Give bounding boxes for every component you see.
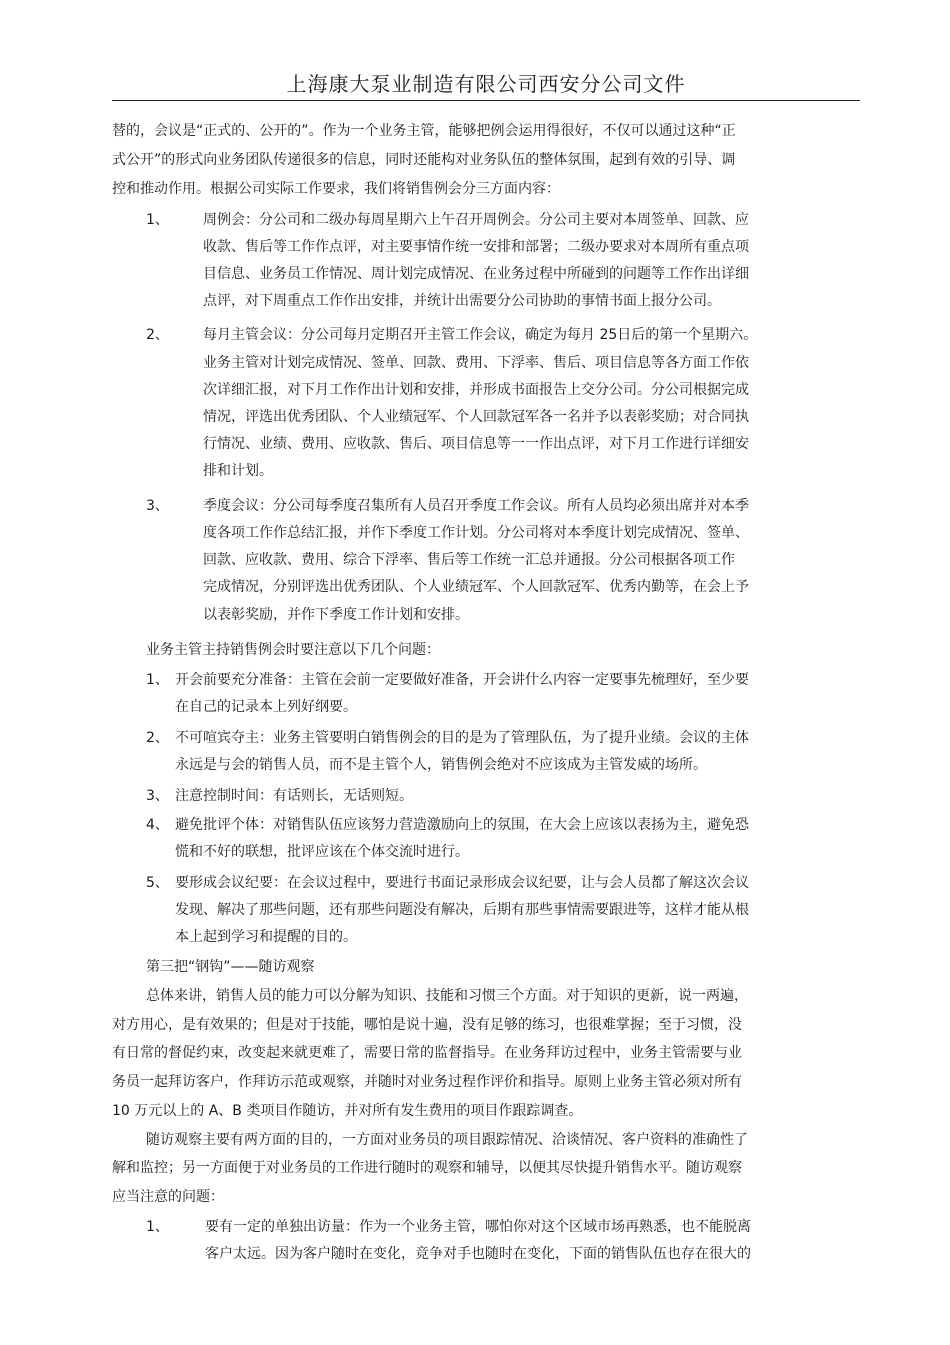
meeting-item-line: 以表彰奖励，并作下季度工作计划和安排。 [203, 607, 469, 623]
meeting-item-line: 季度会议：分公司每季度召集所有人员召开季度工作会议。所有人员均必须出席并对本季 [203, 498, 749, 514]
header-divider [112, 100, 860, 101]
section-title: 第三把“钢钩”——随访观察 [146, 959, 315, 975]
note-item-line: 发现、解决了那些问题，还有那些问题没有解决，后期有那些事情需要跟进等，这样才能从根 [175, 902, 749, 918]
intro-line: 替的，会议是“正式的、公开的”。作为一个业务主管，能够把例会运用得很好，不仅可以通过这种“正 [112, 123, 736, 139]
meeting-item-line: 度各项工作作总结汇报，并作下季度工作计划。分公司将对本季度计划完成情况、签单、 [203, 525, 749, 541]
note-item-line: 永远是与会的销售人员，而不是主管个人，销售例会绝对不应该成为主管发威的场所。 [175, 757, 707, 773]
note-item-line: 不可喧宾夺主：业务主管要明白销售例会的目的是为了管理队伍，为了提升业绩。会议的主体 [175, 730, 749, 746]
meeting-item-line: 完成情况，分别评选出优秀团队、个人业绩冠军、个人回款冠军、优秀内勤等，在会上予 [203, 579, 749, 595]
meeting-item-number: 1、 [146, 212, 169, 228]
note-item-number: 4、 [146, 817, 169, 833]
meeting-item-line: 排和计划。 [203, 463, 273, 479]
meeting-item-number: 2、 [146, 327, 169, 343]
note-item-number: 3、 [146, 788, 169, 804]
section-para-line: 有日常的督促约束，改变起来就更难了，需要日常的监督指导。在业务拜访过程中，业务主管需要与业 [112, 1045, 742, 1061]
intro-line: 式公开”的形式向业务团队传递很多的信息，同时还能构对业务队伍的整体氛围，起到有效的引导、调 [112, 152, 736, 168]
note-item-number: 2、 [146, 730, 169, 746]
note-item-line: 开会前要充分准备：主管在会前一定要做好准备，开会讲什么内容一定要事先梳理好，至少要 [175, 672, 749, 688]
meeting-item-line: 目信息、业务员工作情况、周计划完成情况、在业务过程中所碰到的问题等工作作出详细 [203, 266, 749, 282]
note-item-line: 在自己的记录本上列好纲要。 [175, 699, 357, 715]
meeting-item-line: 回款、应收款、费用、综合下浮率、售后等工作统一汇总并通报。分公司根据各项工作 [203, 552, 735, 568]
meeting-item-line: 每月主管会议：分公司每月定期召开主管工作会议，确定为每月 25日后的第一个星期六。 [203, 327, 758, 343]
section-para-line: 对方用心，是有效果的；但是对于技能，哪怕是说十遍，没有足够的练习，也很难掌握；至于习惯，没 [112, 1017, 742, 1033]
note-item-line: 要形成会议纪要：在会议过程中，要进行书面记录形成会议纪要，让与会人员都了解这次会议 [175, 875, 749, 891]
section-para-line: 总体来讲，销售人员的能力可以分解为知识、技能和习惯三个方面。对于知识的更新，说一两遍， [146, 988, 748, 1004]
meeting-item-number: 3、 [146, 498, 169, 514]
section-para-line: 10 万元以上的 A、B 类项目作随访，并对所有发生费用的项目作跟踪调查。 [112, 1103, 583, 1119]
section-para-line: 解和监控；另一方面便于对业务员的工作进行随时的观察和辅导，以便其尽快提升销售水平。随访观察 [112, 1160, 742, 1176]
meeting-item-line: 行情况、业绩、费用、应收款、售后、项目信息等一一作出点评，对下月工作进行详细安 [203, 436, 749, 452]
meeting-item-line: 情况，评选出优秀团队、个人业绩冠军、个人回款冠军各一名并予以表彰奖励；对合同执 [203, 409, 749, 425]
note-item-line: 本上起到学习和提醒的目的。 [175, 929, 357, 945]
meeting-item-line: 业务主管对计划完成情况、签单、回款、费用、下浮率、售后、项目信息等各方面工作依 [203, 355, 749, 371]
section-para-line: 务员一起拜访客户，作拜访示范或观察，并随时对业务过程作评价和指导。原则上业务主管必须对所有 [112, 1074, 742, 1090]
meeting-item-line: 周例会：分公司和二级办每周星期六上午召开周例会。分公司主要对本周签单、回款、应 [203, 212, 749, 228]
note-item-number: 5、 [146, 875, 169, 891]
meeting-item-line: 收款、售后等工作作点评，对主要事情作统一安排和部署；二级办要求对本周所有重点项 [203, 239, 749, 255]
document-header-title: 上海康大泵业制造有限公司西安分公司文件 [286, 72, 686, 96]
note-item-line: 注意控制时间：有话则长，无话则短。 [175, 788, 413, 804]
note-item-line: 避免批评个体：对销售队伍应该努力营造激励向上的氛围，在大会上应该以表扬为主，避免恐 [175, 817, 749, 833]
section-para-line: 随访观察主要有两方面的目的，一方面对业务员的项目跟踪情况、洽谈情况、客户资料的准确性了 [146, 1132, 748, 1148]
final-item-line: 要有一定的单独出访量：作为一个业务主管，哪怕你对这个区域市场再熟悉，也不能脱离 [205, 1219, 751, 1235]
meeting-item-line: 点评，对下周重点工作作出安排，并统计出需要分公司协助的事情书面上报分公司。 [203, 293, 721, 309]
notes-heading: 业务主管主持销售例会时要注意以下几个问题： [146, 642, 440, 658]
meeting-item-line: 次详细汇报，对下月工作作出计划和安排，并形成书面报告上交分公司。分公司根据完成 [203, 382, 749, 398]
final-item-line: 客户太远。因为客户随时在变化，竞争对手也随时在变化，下面的销售队伍也存在很大的 [205, 1246, 751, 1262]
section-para-line: 应当注意的问题： [112, 1189, 224, 1205]
final-item-number: 1、 [146, 1219, 169, 1235]
note-item-number: 1、 [146, 672, 169, 688]
intro-line: 控和推动作用。根据公司实际工作要求，我们将销售例会分三方面内容： [112, 181, 560, 197]
note-item-line: 慌和不好的联想，批评应该在个体交流时进行。 [175, 844, 469, 860]
